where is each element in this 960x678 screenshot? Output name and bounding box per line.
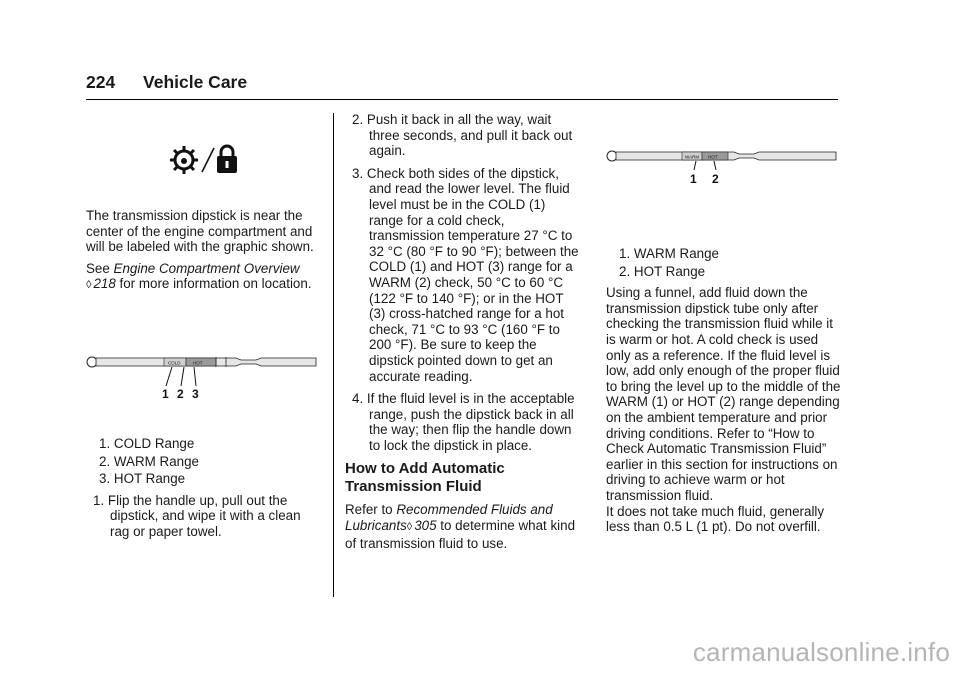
column-1 [86, 112, 322, 547]
slash-divider [202, 148, 214, 172]
recommended-fluids-link[interactable]: Recommended Fluids and Lubricants [345, 502, 553, 534]
list-item: 4. If the fluid level is in the acceptable range, push the dipstick back in all the way; then flip the handle down to lock the dipstick in place. [352, 391, 575, 453]
transmission-fluid-icon [170, 146, 198, 174]
dipstick-mark-warm: WARM [685, 154, 700, 160]
page-ref-icon: ◊ [86, 279, 92, 292]
range-list-warm-hot [606, 246, 842, 279]
see-suffix: for more information on location. [115, 276, 312, 292]
dipstick-illustration [607, 151, 836, 161]
page-ref-icon: ◊ [406, 521, 413, 534]
callout-2: 2 [177, 386, 184, 401]
page-ref-305[interactable]: 305 [414, 518, 437, 534]
add-fluid-heading: How to Add Automatic Transmission Fluid [345, 460, 505, 496]
steps-list-start [86, 493, 322, 540]
dipstick-mark-cold: COLD [168, 360, 181, 366]
see-reference-paragraph [86, 261, 322, 294]
steps-list-continued [345, 112, 581, 453]
list-item: 1. COLD Range [99, 435, 195, 451]
callout-2: 2 [712, 172, 719, 186]
section-title: Vehicle Care [143, 72, 248, 92]
refer-paragraph: Refer to Recommended Fluids and Lubricants◊ 305 to determine what kind of transmission fluid to use. [345, 502, 576, 551]
column-2 [345, 112, 581, 557]
callout-1: 1 [690, 172, 697, 186]
list-item: 1. Flip the handle up, pull out the dipstick, and wipe it with a clean rag or paper towel. [93, 492, 301, 539]
page-ref-218[interactable]: 218 [93, 276, 116, 292]
header-rule [86, 99, 838, 100]
page-number: 224 [86, 72, 116, 92]
list-item: 2. WARM Range [99, 453, 199, 469]
column-divider [333, 113, 334, 597]
range-list-cold-warm-hot [86, 436, 322, 487]
list-item: 2. Push it back in all the way, wait three seconds, and pull it back out again. [352, 112, 573, 159]
watermark-text: carmanualsonline.info [692, 637, 950, 667]
page-header [86, 70, 838, 100]
lock-icon [217, 146, 237, 173]
list-item: 1. WARM Range [619, 246, 719, 261]
dipstick-mark-hot: HOT [708, 154, 718, 160]
list-item: 3. HOT Range [99, 471, 186, 487]
dipstick-label-graphic [86, 112, 322, 208]
callout-1: 1 [162, 386, 169, 401]
see-prefix: See [86, 260, 114, 276]
dipstick-diagram-warm-hot [606, 140, 842, 224]
overfill-warning-text: It does not take much fluid, generally less than 0.5 L (1 pt). Do not overfill. [606, 503, 825, 535]
list-item: 3. Check both sides of the dipstick, and read the lower level. The fluid level must be in the COLD (1) range for a cold check, transmission temperature 27 °C to 32 °C (80 °F to 90 °F); between the COLD (1) and HOT (3) range for a WARM (2) check, 50 °C to 60 °C (122 °F to 140 °F); or in the HOT (3) cross-hatched range for a hot check, 71 °C to 93 °C (160 °F to 200 °F). Be sure to keep the dipstick pointed down to get an accurate reading. [352, 165, 579, 384]
engine-compartment-link[interactable]: Engine Compartment Overview [113, 260, 300, 276]
column-3 [606, 112, 842, 541]
dipstick-location-text: The transmission dipstick is near the center of the engine compartment and will be labeled with the graphic shown. [86, 208, 314, 255]
dipstick-mark-hot: HOT [193, 360, 203, 366]
callout-3: 3 [192, 386, 199, 401]
dipstick-diagram-cold-warm-hot [86, 346, 322, 416]
add-fluid-instructions: Using a funnel, add fluid down the transmission dipstick tube only after checking the transmission fluid while it is warm or hot. A cold check is used only as a reference. If the fluid level is low, add only enough of the proper fluid to bring the level up to the middle of the WARM (1) or HOT (2) range depending on the ambient temperature and prior driving conditions. Refer to “How to Check Automatic Transmission Fluid” earlier in this section for instructions on driving to achieve warm or hot transmission fluid. [606, 285, 841, 503]
list-item: 2. HOT Range [619, 263, 706, 279]
